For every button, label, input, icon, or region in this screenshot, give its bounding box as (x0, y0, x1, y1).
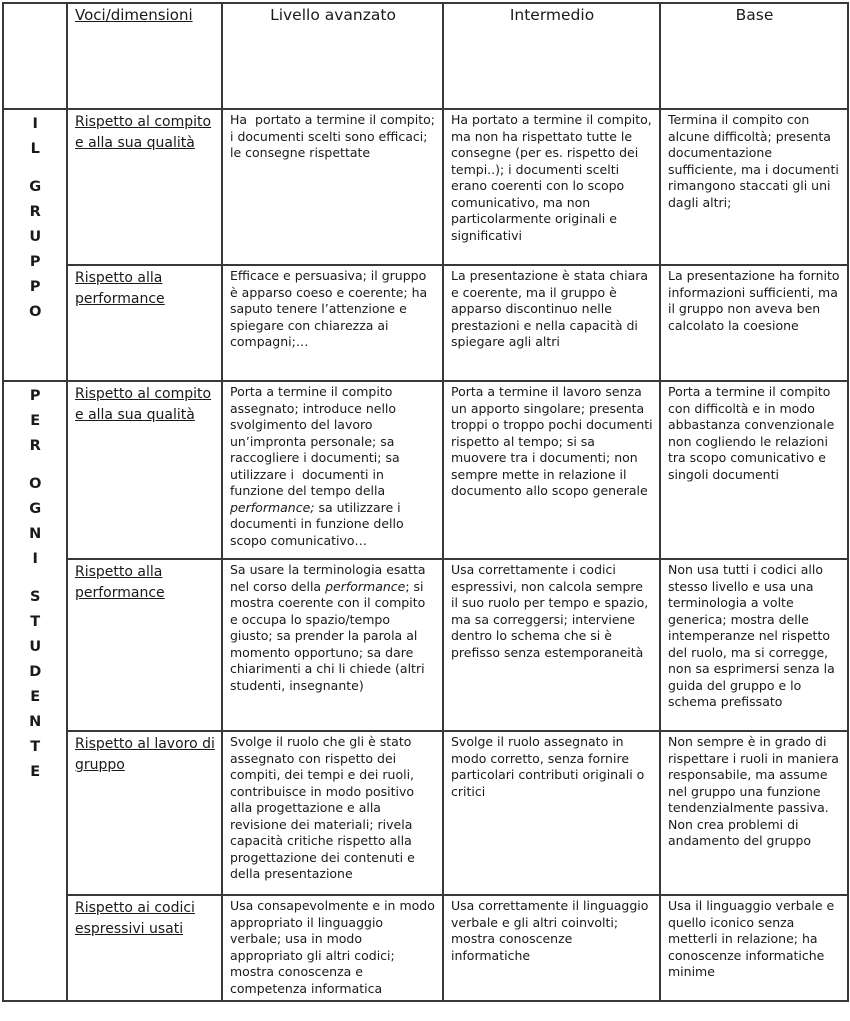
cell-intermedio: Usa correttamente i codici espressivi, non calcola sempre il suo ruolo per tempo e spazio, ma sa correggersi; interviene dentro lo schema che si è prefisso senza estemporaneità (443, 559, 660, 731)
vertical-letter: T (30, 739, 41, 755)
level-header-intermedio: Intermedio (443, 3, 660, 109)
cell-avanzato: Porta a termine il compito assegnato; introduce nello svolgimento del lavoro un’impronta personale; sa raccogliere i documenti; sa utilizzare i documenti in funzione del tempo della performance; sa utilizzare i documenti in funzione dello scopo comunicativo… (222, 381, 443, 559)
vertical-letter: T (30, 614, 41, 630)
level-header-base: Base (660, 3, 848, 109)
cell-intermedio: Porta a termine il lavoro senza un apporto singolare; presenta troppi o troppo pochi documenti rispetto al tempo; si sa muovere tra i documenti; non sempre mette in relazione il documento allo scopo generale (443, 381, 660, 559)
table-row (3, 381, 848, 559)
vertical-word (11, 585, 60, 785)
dimension-label: Rispetto alla performance (75, 270, 165, 307)
cell-base: Non sempre è in grado di rispettare i ruoli in maniera responsabile, ma assume nel gruppo una funzione tendenzialmente passiva. Non crea problemi di andamento del gruppo (660, 731, 848, 895)
vertical-letter: E (30, 689, 41, 705)
cell-intermedio: Usa correttamente il linguaggio verbale e gli altri coinvolti; mostra conoscenze informatiche (443, 895, 660, 1001)
cell-base: Termina il compito con alcune difficoltà; presenta documentazione sufficiente, ma i documenti rimangono staccati gli uni dagli altri; (660, 109, 848, 265)
dimension-label: Rispetto al compito e alla sua qualità (75, 386, 212, 423)
vertical-letter: G (29, 501, 42, 517)
group-header-il-gruppo (3, 109, 67, 381)
cell-intermedio: La presentazione è stata chiara e coerente, ma il gruppo è apparso discontinuo nelle prestazioni e nella capacità di spiegare agli altri (443, 265, 660, 381)
table-row (3, 731, 848, 895)
vertical-word (11, 472, 60, 572)
corner-cell (3, 3, 67, 109)
vertical-letter: P (29, 279, 42, 295)
vertical-letter: L (30, 141, 41, 157)
vertical-letter: P (29, 388, 42, 404)
cell-avanzato: Usa consapevolmente e in modo appropriato il linguaggio verbale; usa in modo appropriato gli altri codici; mostra conoscenza e competenza informatica (222, 895, 443, 1001)
dimension-cell (67, 109, 222, 265)
cell-base: Non usa tutti i codici allo stesso livello e usa una terminologia a volte generica; mostra delle intemperanze nel rispetto del ruolo, ma si corregge, non sa esprimersi senza la guida del gruppo e lo schema prefissato (660, 559, 848, 731)
vertical-letter: U (29, 229, 42, 245)
dimension-label: Rispetto al lavoro di gruppo (75, 736, 215, 773)
dimension-label: Rispetto alla performance (75, 564, 165, 601)
cell-avanzato: Efficace e persuasiva; il gruppo è apparso coeso e coerente; ha saputo tenere l’attenzione e spiegare con chiarezza ai compagni;… (222, 265, 443, 381)
table-row (3, 265, 848, 381)
level-header-avanzato: Livello avanzato (222, 3, 443, 109)
table-header-row (3, 3, 848, 109)
dimension-label: Rispetto al compito e alla sua qualità (75, 114, 212, 151)
vertical-letter: S (30, 589, 41, 605)
vertical-letter: D (29, 664, 42, 680)
vertical-letter: O (29, 476, 42, 492)
vertical-letter: P (29, 254, 42, 270)
vertical-letter: I (32, 116, 39, 132)
dimension-label: Rispetto ai codici espressivi usati (75, 900, 195, 937)
dimensions-header-label: Voci/dimensioni (75, 6, 193, 24)
vertical-word (11, 112, 60, 162)
rubric-table (2, 2, 849, 1002)
cell-intermedio: Svolge il ruolo assegnato in modo corretto, senza fornire particolari contributi originali o critici (443, 731, 660, 895)
vertical-letter: N (29, 526, 42, 542)
vertical-letter: N (29, 714, 42, 730)
vertical-letter: I (32, 551, 39, 567)
cell-intermedio: Ha portato a termine il compito, ma non ha rispettato tutte le consegne (per es. rispetto dei tempi..); i documenti scelti erano coerenti con lo scopo comunicativo, ma non particolarmente originali e significativi (443, 109, 660, 265)
vertical-word (11, 384, 60, 459)
cell-base: Usa il linguaggio verbale e quello iconico senza metterli in relazione; ha conoscenze informatiche minime (660, 895, 848, 1001)
vertical-letter: E (30, 764, 41, 780)
dimension-cell (67, 265, 222, 381)
dimension-cell (67, 381, 222, 559)
vertical-letter: R (29, 438, 42, 454)
cell-avanzato: Svolge il ruolo che gli è stato assegnato con rispetto dei compiti, dei tempi e dei ruoli, contribuisce in modo positivo alla progettazione e alla revisione dei materiali; rivela capacità critiche rispetto alla progettazione dei contenuti e della presentazione (222, 731, 443, 895)
group-header-per-ogni-studente (3, 381, 67, 1001)
cell-base: Porta a termine il compito con difficoltà e in modo abbastanza convenzionale non cogliendo le relazioni tra scopo comunicativo e singoli documenti (660, 381, 848, 559)
vertical-letter: R (29, 204, 42, 220)
dimension-cell (67, 559, 222, 731)
dimension-cell (67, 895, 222, 1001)
vertical-letter: G (29, 179, 42, 195)
vertical-word (11, 175, 60, 325)
vertical-letter: O (29, 304, 42, 320)
dimension-cell (67, 731, 222, 895)
cell-avanzato: Sa usare la terminologia esatta nel corso della performance; si mostra coerente con il compito e occupa lo spazio/tempo giusto; sa prender la parola al momento opportuno; sa dare chiarimenti a chi li chiede (altri studenti, insegnante) (222, 559, 443, 731)
vertical-letter: E (30, 413, 41, 429)
cell-avanzato: Ha portato a termine il compito; i documenti scelti sono efficaci; le consegne rispettate (222, 109, 443, 265)
dimensions-header-cell (67, 3, 222, 109)
cell-base: La presentazione ha fornito informazioni sufficienti, ma il gruppo non aveva ben calcolato la coesione (660, 265, 848, 381)
vertical-letter: U (29, 639, 42, 655)
table-row (3, 895, 848, 1001)
table-row (3, 559, 848, 731)
table-row (3, 109, 848, 265)
